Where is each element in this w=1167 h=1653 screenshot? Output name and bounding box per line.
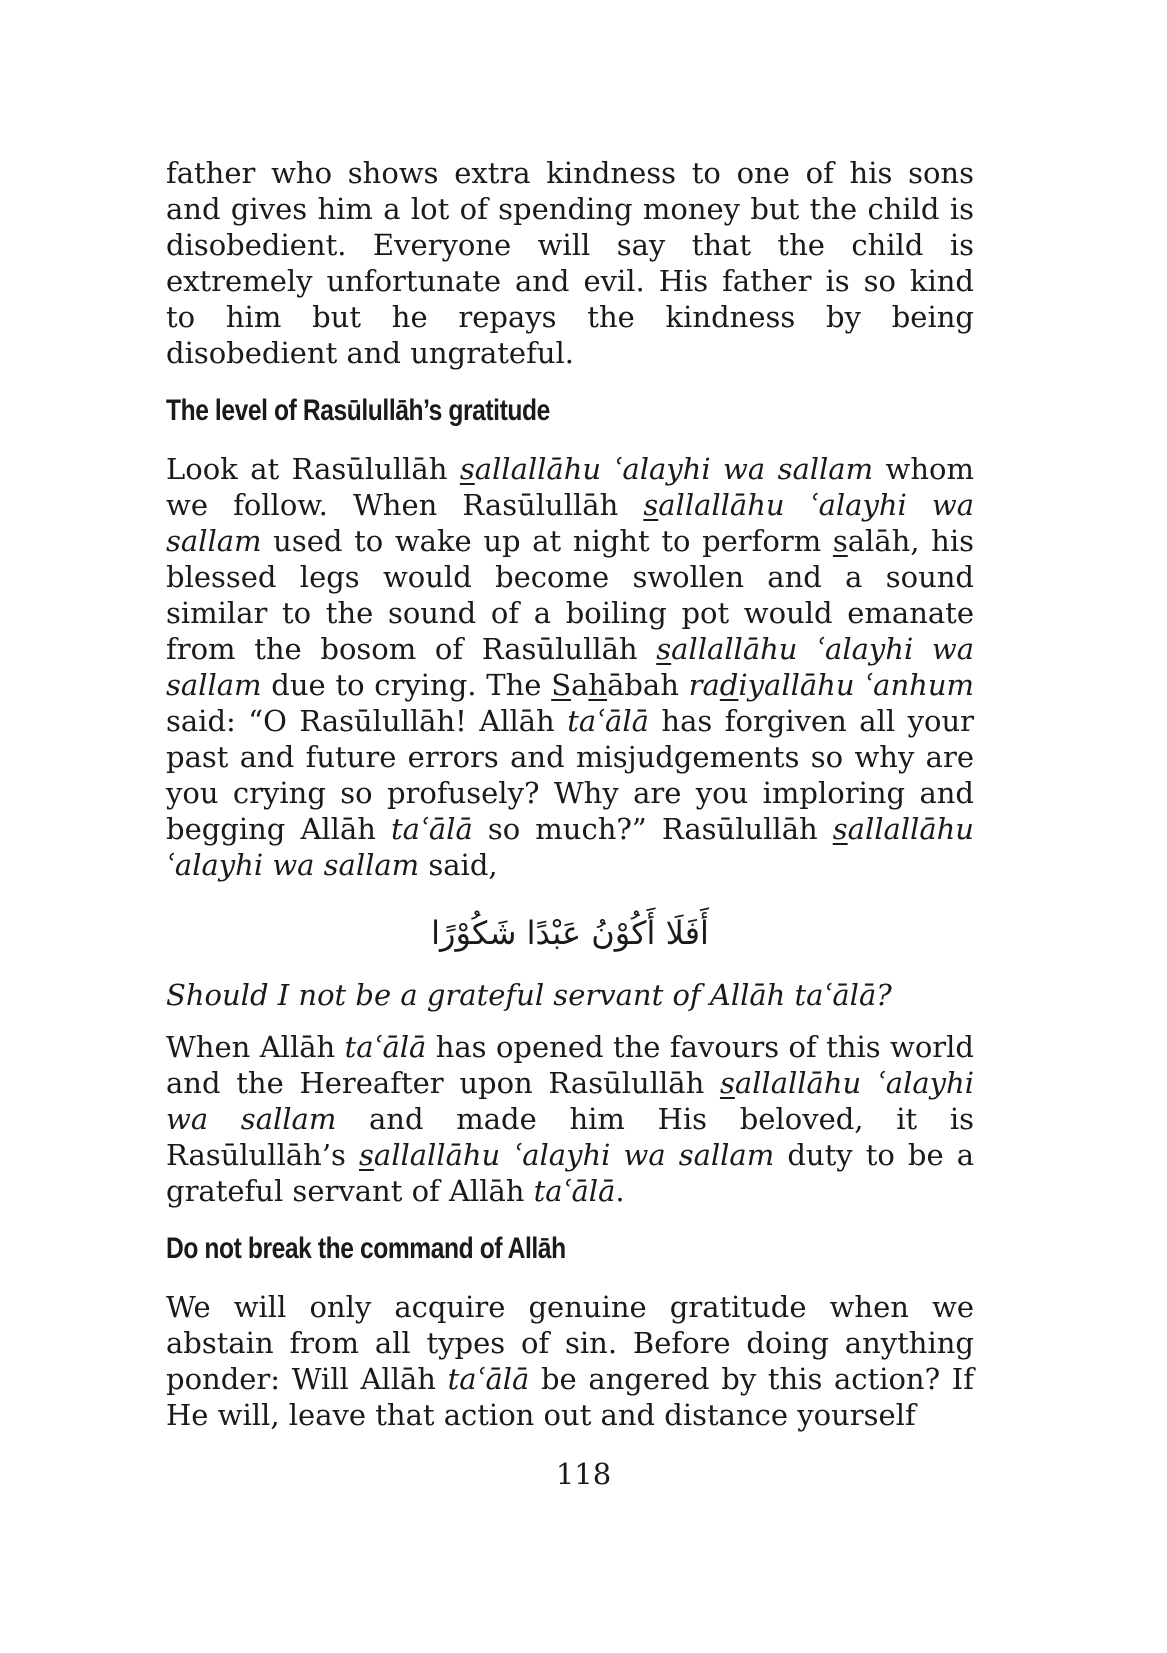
- p2-text-segment: so much?” Rasūlullāh: [472, 812, 833, 846]
- page-number: 118: [555, 1457, 612, 1491]
- p2-text-segment: a: [571, 668, 589, 702]
- p2-text-segment: s: [832, 524, 848, 558]
- p2-text-segment: ābah: [607, 668, 689, 702]
- p2-text-segment: S: [551, 668, 572, 702]
- p3-text-segment: .: [615, 1174, 625, 1208]
- p3-text-segment: has opened the favours of this world and the Hereafter upon Rasūlullāh: [166, 1030, 974, 1100]
- p3-text-segment: allallāhu ʿalayhi wa sallam: [373, 1138, 775, 1172]
- page-content: [166, 155, 974, 1433]
- paragraph-1: [166, 155, 974, 371]
- section-heading-command: Do not break the command of Allāh: [166, 1232, 566, 1265]
- p2-text-segment: taʿālā: [391, 812, 473, 846]
- paragraph-3: [166, 1029, 974, 1209]
- p1-text-segment: father who shows extra kindness to one of his sons and gives him a lot of spending money but the child is disobedient. Everyone will say that the child is extremely unfortunate and evil. His father is so kind to him but he repays the kindness by being disobedient and ungrateful.: [166, 156, 974, 370]
- p3-text-segment: taʿālā: [533, 1174, 616, 1208]
- p3-text-segment: s: [719, 1066, 735, 1100]
- p4-text-segment: be angered by this action? If He will, leave that action out and distance yourself: [166, 1362, 974, 1432]
- p2-text-segment: s: [832, 812, 848, 846]
- p3-text-segment: taʿālā: [344, 1030, 427, 1064]
- p2-text-segment: allallāhu ʿalayhi wa sallam: [166, 488, 974, 558]
- p2-text-segment: used to wake up at night to perform: [261, 524, 833, 558]
- p3-text-segment: duty to be a grateful servant of Allāh: [166, 1138, 975, 1208]
- p2-text-segment: taʿālā: [567, 704, 649, 738]
- p2-text-segment: ra: [688, 668, 720, 702]
- p2-text-segment: d: [719, 668, 739, 702]
- paragraph-2: [166, 451, 974, 883]
- p2-text-segment: due to crying. The: [261, 668, 552, 702]
- paragraph-4: [166, 1289, 974, 1433]
- p4-text-segment: We will only acquire genuine gratitude when we abstain from all types of sin. Before doing anything ponder: Will Allāh: [166, 1290, 974, 1396]
- p2-text-segment: whom we follow. When Rasūlullāh: [166, 452, 974, 522]
- p2-text-segment: s: [459, 452, 475, 486]
- p4-text-segment: taʿālā: [447, 1362, 530, 1396]
- p2-text-segment: said: “O Rasūlullāh! Allāh: [166, 704, 568, 738]
- p2-text-segment: alāh, his blessed legs would become swollen and a sound similar to the sound of a boiling pot would emanate from the bosom of Rasūlullāh: [166, 524, 974, 666]
- arabic-quote: أَفَلَا أَكُوْنُ عَبْدًا شَكُوْرًا: [431, 914, 709, 952]
- p3-text-segment: and made him His beloved, it is Rasūlullāh’s: [166, 1102, 974, 1172]
- p2-text-segment: h: [588, 668, 608, 702]
- p3-text-segment: s: [359, 1138, 374, 1172]
- p2-text-segment: said,: [419, 848, 498, 882]
- quote-translation: Should I not be a grateful servant of Allāh taʿālā?: [166, 978, 892, 1012]
- p3-text-segment: When Allāh: [166, 1030, 345, 1064]
- p2-text-segment: Look at Rasūlullāh: [166, 452, 460, 486]
- section-heading-gratitude-level: The level of Rasūlullāh’s gratitude: [166, 394, 550, 427]
- p3-text-segment: allallāhu ʿalayhi wa sallam: [166, 1066, 974, 1136]
- p2-text-segment: allallāhu ʿalayhi wa sallam: [166, 632, 975, 702]
- p2-text-segment: allallāhu ʿalayhi wa sallam: [166, 812, 974, 882]
- p2-text-segment: s: [656, 632, 672, 666]
- p2-text-segment: has forgiven all your past and future errors and misjudgements so why are you crying so profusely? Why are you imploring and begging Allāh: [166, 704, 974, 846]
- p2-text-segment: allallāhu ʿalayhi wa sallam: [474, 452, 874, 486]
- p2-text-segment: s: [643, 488, 659, 522]
- p2-text-segment: iyallāhu ʿanhum: [738, 668, 974, 702]
